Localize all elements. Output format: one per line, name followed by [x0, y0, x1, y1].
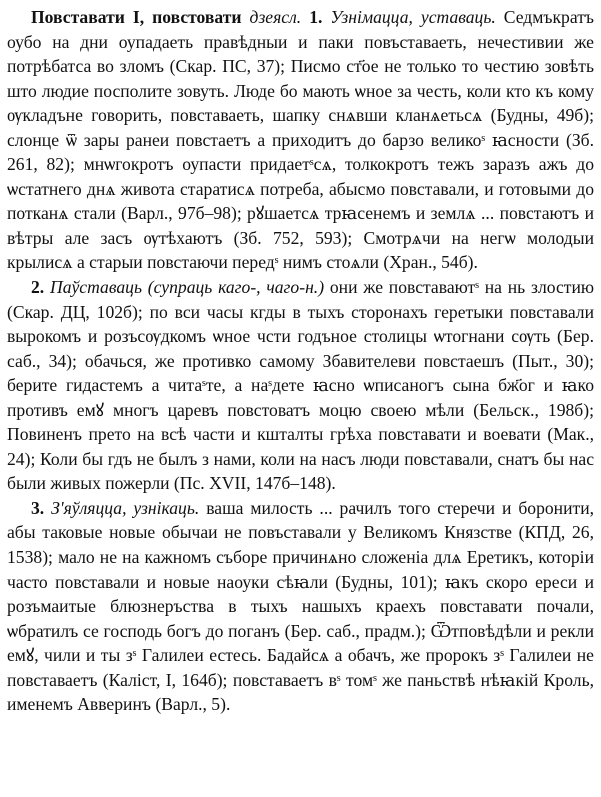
- sense-number: 3.: [31, 497, 45, 518]
- sense-number: 1.: [309, 7, 323, 27]
- grammar-label: дзеясл.: [249, 7, 302, 27]
- sense-gloss: Паўставаць (супраць каго-, чаго-н.): [50, 277, 325, 298]
- dictionary-entry-sense-3: [7, 496, 594, 717]
- sense-number: 2.: [31, 277, 45, 298]
- dictionary-entry-sense-2: [7, 275, 594, 496]
- sense-citations: Седмъкратъ оубо на дни оупадаеть правѣдныи и паки повъставаеть, нечестивии же потрѣбатса во зломъ (Скар. ПС, 37); Писмо ст҃ое не только то честию зовѣть што людие посполите зовуть. Люде бо мають ѡное за честь, коли кто къ кому ѹкладъне говорить, повставаеть, шапку снѧвши кланѧетьсѧ (Будны, 49б); слонце ѿ зары ранеи повстаетъ а приходитъ до барзо великоˢ ꙗсности (Зб. 261, 82); мнѡгокротъ оупасти придаетˢсѧ, толкокротъ тежъ заразъ ажъ до ѡстатнего днѧ живота старатисѧ потреба, абысмо повставали, и готовыми до потканѧ стали (Варл., 97б–98); рꙋшаетсѧ трꙗсенемъ и землѧ ... повстаютъ и вѣтры але засъ ѹтѣхаютъ (Зб. 752, 593); Смотрѧчи на негѡ молодыи крылисѧ а старыи повстаючи передˢ нимъ стоѧли (Хран., 54б).: [7, 7, 594, 273]
- sense-gloss: Узнімацца, уставаць.: [330, 7, 496, 27]
- sense-citations: они же повставаютˢ на нь злостию (Скар. ДЦ, 102б); по вси часы кгды в тыхъ сторонахъ геретыки повставали вырокомъ и розъсѹдкомъ ѡное чсти годъное столицы ѡтогнани сѹть (Бер. саб., 34); обачься, же противко самому Збавителеви повстаешъ (Пыт., 30); берите гидастемъ а читаˢте, а наˢдете ꙗсно ѡписаногъ сына бж҃ог и ꙗко противъ емꙋ многъ царевъ повстоватъ моцю своею мѣли (Бельск., 198б); Повиненъ прето на всѣ части и кшталты грѣха повставати и воевати (Мак., 24); Коли бы гдъ не былъ з нами, коли на насъ люди повставали, снатъ бы нас были живых пожерли (Пс. XVII, 147б–148).: [7, 277, 595, 494]
- entry-headword: Повставати I, повстовати: [31, 7, 242, 27]
- sense-citations: ваша милость ... рачилъ того стеречи и боронити, абы таковые новые обычаи не повъставали у Великомъ Князстве (КПД, 26, 1538); мало не на кажномъ съборе причинѧно сложенiа длѧ Еретикъ, которiи часто повставали и новые наоуки сѣꙗли (Будны, 101); ꙗкъ скоро ереси и розъмаитые блюзнеръства в тыхъ нашыхъ краехъ повставати почали, ѡбратилъ се господь богъ до поганъ (Бер. саб., прадм.); Ѿтповѣдѣли и рекли емꙋ, чили и ты зˢ Галилеи естесь. Бадайсѧ а обачъ, же пророкъ зˢ Галилеи не повставаетъ (Каліст, I, 164б); повставаетъ вˢ томˢ же паньствѣ нѣꙗкiй Кроль, именемъ Авверинъ (Варл., 5).: [7, 497, 595, 715]
- sense-gloss: З'яўляцца, узнікаць.: [51, 497, 200, 518]
- dictionary-entry-sense-1: [7, 5, 594, 275]
